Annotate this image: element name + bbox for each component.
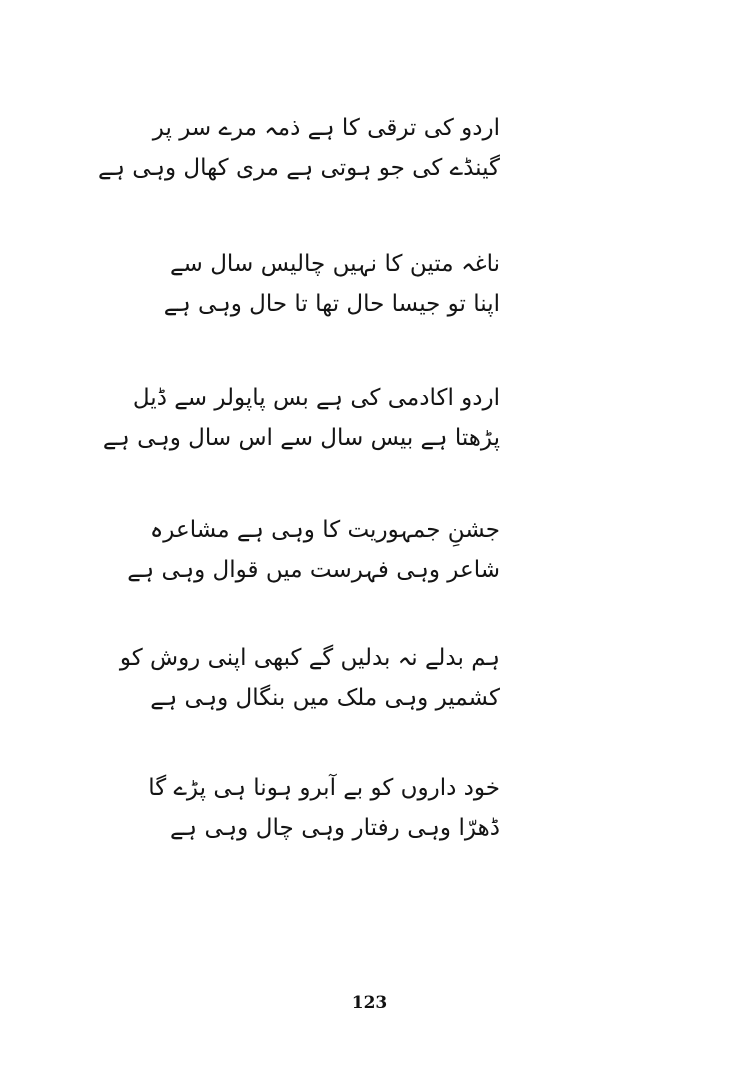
stanza-1: [98, 108, 500, 188]
verse-line: پڑھتا ہے بیس سال سے اس سال وہی ہے: [102, 425, 500, 451]
verse-line: جشنِ جمہوریت کا وہی ہے مشاعرہ: [149, 517, 500, 543]
stanza-2: [163, 244, 500, 324]
verse-line: ڈھرّا وہی رفتار وہی چال وہی ہے: [170, 815, 500, 841]
verse-line: گینڈے کی جو ہوتی ہے مری کھال وہی ہے: [98, 155, 500, 181]
verse-line: شاعر وہی فہرست میں قوال وہی ہے: [127, 557, 500, 583]
stanza-5: [119, 638, 500, 718]
verse-line: کشمیر وہی ملک میں بنگال وہی ہے: [150, 685, 500, 711]
page-number: 123: [351, 993, 388, 1013]
stanza-3: [102, 378, 500, 458]
stanza-4: [127, 510, 500, 590]
verse-line: اردو کی ترقی کا ہے ذمہ مرے سر پر: [152, 115, 500, 141]
verse-line: ہم بدلے نہ بدلیں گے کبھی اپنی روش کو: [119, 645, 500, 671]
stanza-6: [148, 768, 500, 848]
verse-line: خود داروں کو بے آبرو ہونا ہی پڑے گا: [148, 775, 500, 801]
verse-line: اپنا تو جیسا حال تھا تا حال وہی ہے: [163, 291, 500, 317]
verse-line: ناغہ متین کا نہیں چالیس سال سے: [170, 251, 500, 277]
verse-line: اردو اکادمی کی ہے بس پاپولر سے ڈیل: [132, 385, 500, 411]
